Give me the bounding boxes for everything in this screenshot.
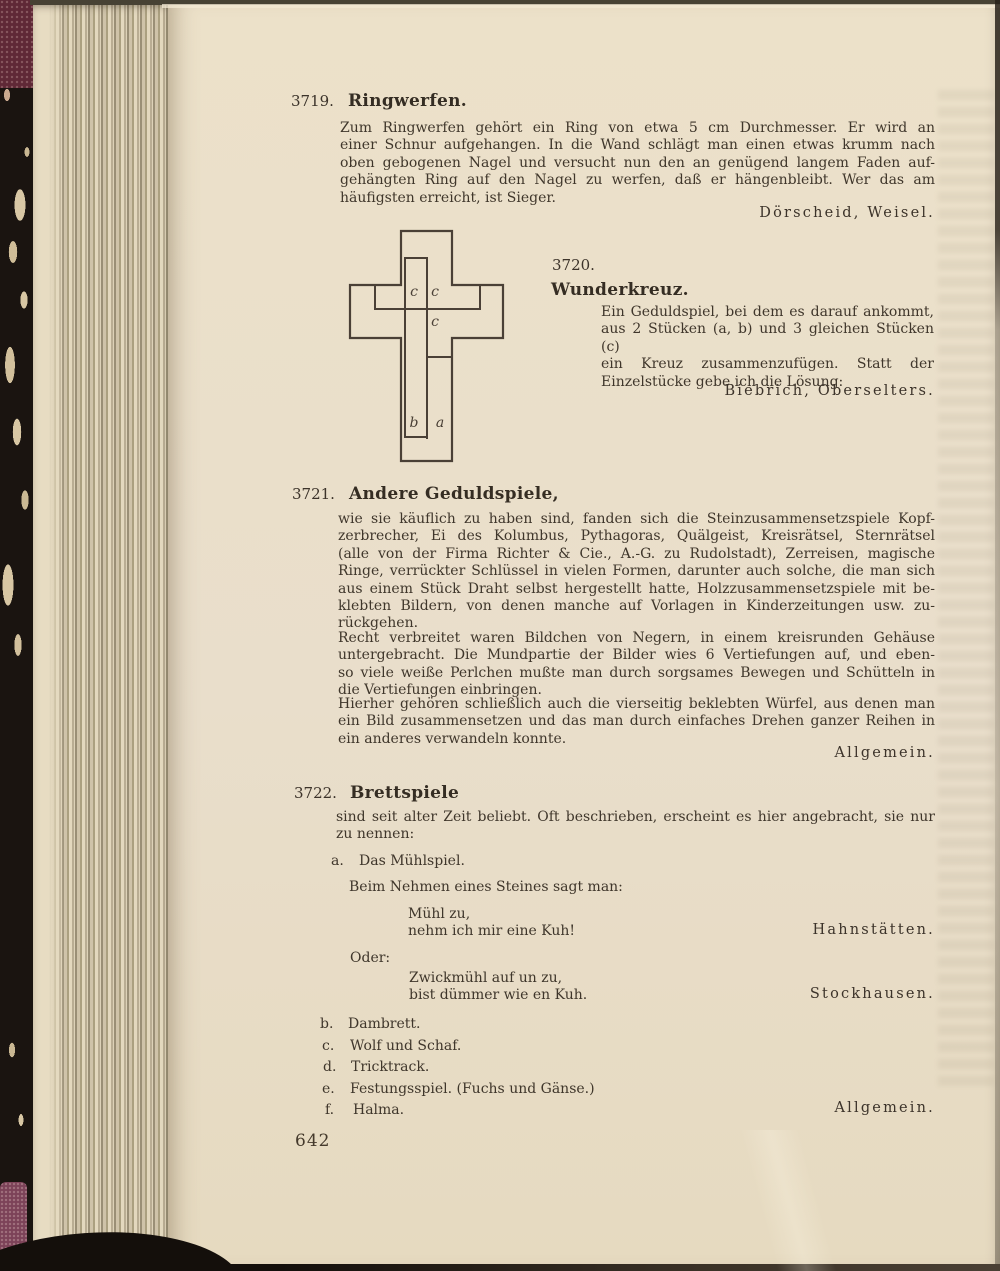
section-title-wunderkreuz: Wunderkreuz. xyxy=(551,280,689,300)
text-line: die Vertiefungen einbringen. xyxy=(338,682,542,699)
text-line: aus einem Stück Draht selbst hergestellt hatte, Holzzusammensetzspiele mit be- xyxy=(338,580,935,597)
page-number: 642 xyxy=(295,1131,331,1151)
piece-label-c3: c xyxy=(431,314,439,330)
text-line: Recht verbreitet waren Bildchen von Negern, in einem kreisrunden Gehäuse xyxy=(338,630,935,646)
text-line: Ringe, verrückter Schlüssel in vielen Formen, darunter auch solche, die man sich xyxy=(338,563,935,580)
section-number-3721: 3721. xyxy=(292,485,335,503)
piece-label-b: b xyxy=(409,415,419,431)
book-cover-marbled xyxy=(0,0,34,1271)
show-through-ghost-text xyxy=(938,90,994,1090)
paragraph xyxy=(601,304,934,391)
page-top-edge-highlight xyxy=(162,4,1000,8)
list-item-label: b. xyxy=(320,1016,334,1032)
text-line: sind seit alter Zeit beliebt. Oft beschrieben, erscheint es hier angebracht, sie nur xyxy=(336,809,935,825)
list-item-text: Wolf und Schaf. xyxy=(350,1038,462,1054)
text-line: zu nennen: xyxy=(336,826,415,843)
list-item-label: e. xyxy=(322,1081,335,1097)
list-item-label: f. xyxy=(325,1102,335,1118)
text-line: Zum Ringwerfen gehört ein Ring von etwa 5 cm Durchmesser. Er wird an xyxy=(340,120,935,136)
text-line: gehängten Ring auf den Nagel zu werfen, daß er hängenbleibt. Wer das am xyxy=(340,172,935,189)
text-line: einer Schnur aufgehangen. In die Wand schlägt man einen etwas krumm nach xyxy=(340,137,935,154)
signature: Dörscheid, Weisel. xyxy=(759,205,935,221)
list-item-dambrett xyxy=(320,1016,421,1032)
list-item-text: Das Mühlspiel. xyxy=(359,853,465,869)
list-item-tricktrack xyxy=(323,1059,429,1075)
paragraph xyxy=(338,511,935,633)
or-label: Oder: xyxy=(350,950,391,966)
verse-intro: Beim Nehmen eines Steines sagt man: xyxy=(349,879,623,895)
list-item-halma xyxy=(325,1102,404,1118)
text-line: häufigsten erreicht, ist Sieger. xyxy=(340,189,557,206)
list-item-text: Halma. xyxy=(353,1102,405,1118)
section-title-geduldspiele: Andere Geduldspiele, xyxy=(349,484,559,504)
page-bottom-edge xyxy=(0,1264,1000,1271)
text-line: ein Kreuz zusammenzufügen. Statt der xyxy=(601,356,934,373)
verse-line: nehm ich mir eine Kuh! xyxy=(408,923,576,939)
paragraph xyxy=(336,809,935,844)
list-item-text: Tricktrack. xyxy=(351,1059,430,1075)
text-line: ein anderes verwandeln konnte. xyxy=(338,730,567,747)
paragraph xyxy=(338,630,935,700)
section-number-3719: 3719. xyxy=(291,92,334,110)
piece-label-c2: c xyxy=(431,284,439,300)
list-item-wolf-und-schaf xyxy=(322,1038,461,1054)
text-line: oben gebogenen Nagel und versucht nun den an genügend langem Faden auf- xyxy=(340,154,935,171)
text-line: (alle von der Firma Richter & Cie., A.-G. zu Rudolstadt), Zerreisen, magische xyxy=(338,545,935,562)
text-line: Hierher gehören schließlich auch die vierseitig beklebten Würfel, aus denen man xyxy=(338,696,935,712)
list-item-text: Festungsspiel. (Fuchs und Gänse.) xyxy=(350,1081,595,1097)
text-line: klebten Bildern, von denen manche auf Vorlagen in Kinderzeitungen usw. zu- xyxy=(338,598,935,615)
section-number-3722: 3722. xyxy=(294,784,337,802)
text-line: aus 2 Stücken (a, b) und 3 gleichen Stücken (c) xyxy=(601,321,934,355)
piece-label-a: a xyxy=(435,415,445,431)
text-line: rückgehen. xyxy=(338,615,419,632)
signature: Allgemein. xyxy=(834,745,935,761)
paragraph xyxy=(338,696,935,748)
text-line: ein Bild zusammensetzen und das man durch einfaches Drehen ganzer Reihen in xyxy=(338,713,935,730)
verse-line: bist dümmer wie en Kuh. xyxy=(409,987,588,1003)
section-title-brettspiele: Brettspiele xyxy=(350,783,460,803)
cover-corner-top xyxy=(0,0,33,88)
wunderkreuz-diagram xyxy=(345,226,507,466)
list-item-label: a. xyxy=(331,853,344,869)
page-edges-stack xyxy=(33,4,169,1266)
paragraph xyxy=(340,120,935,207)
text-line: wie sie käuflich zu haben sind, fanden sich die Steinzusammensetzspiele Kopf- xyxy=(338,511,935,527)
verse-attribution: Stockhausen. xyxy=(809,986,935,1002)
text-line: Ein Geduldspiel, bei dem es darauf ankommt, xyxy=(601,304,934,320)
section-title-ringwerfen: Ringwerfen. xyxy=(348,91,467,111)
list-item-text: Dambrett. xyxy=(348,1016,421,1032)
signature: Allgemein. xyxy=(834,1100,935,1116)
list-item-muehlspiel xyxy=(331,853,465,869)
text-line: zerbrecher, Ei des Kolumbus, Pythagoras, Quälgeist, Kreisrätsel, Sternrätsel xyxy=(338,528,935,545)
verse-line: Mühl zu, xyxy=(408,906,471,922)
list-item-festungsspiel xyxy=(322,1081,595,1097)
text-line: untergebracht. Die Mundpartie der Bilder wies 6 Vertiefungen auf, und eben- xyxy=(338,647,935,664)
list-item-label: d. xyxy=(323,1059,337,1075)
signature: Biebrich, Oberselters. xyxy=(724,383,935,399)
piece-label-c1: c xyxy=(410,284,418,300)
verse-line: Zwickmühl auf un zu, xyxy=(409,970,563,986)
section-number-3720: 3720. xyxy=(552,256,595,274)
list-item-label: c. xyxy=(322,1038,335,1054)
page-right-edge-shadow xyxy=(995,0,1000,1271)
text-line: Einzelstücke gebe ich die Lösung: xyxy=(601,373,844,390)
verse-attribution: Hahnstätten. xyxy=(812,922,935,938)
text-line: so viele weiße Perlchen mußte man durch sorgsames Bewegen und Schütteln in xyxy=(338,664,935,681)
